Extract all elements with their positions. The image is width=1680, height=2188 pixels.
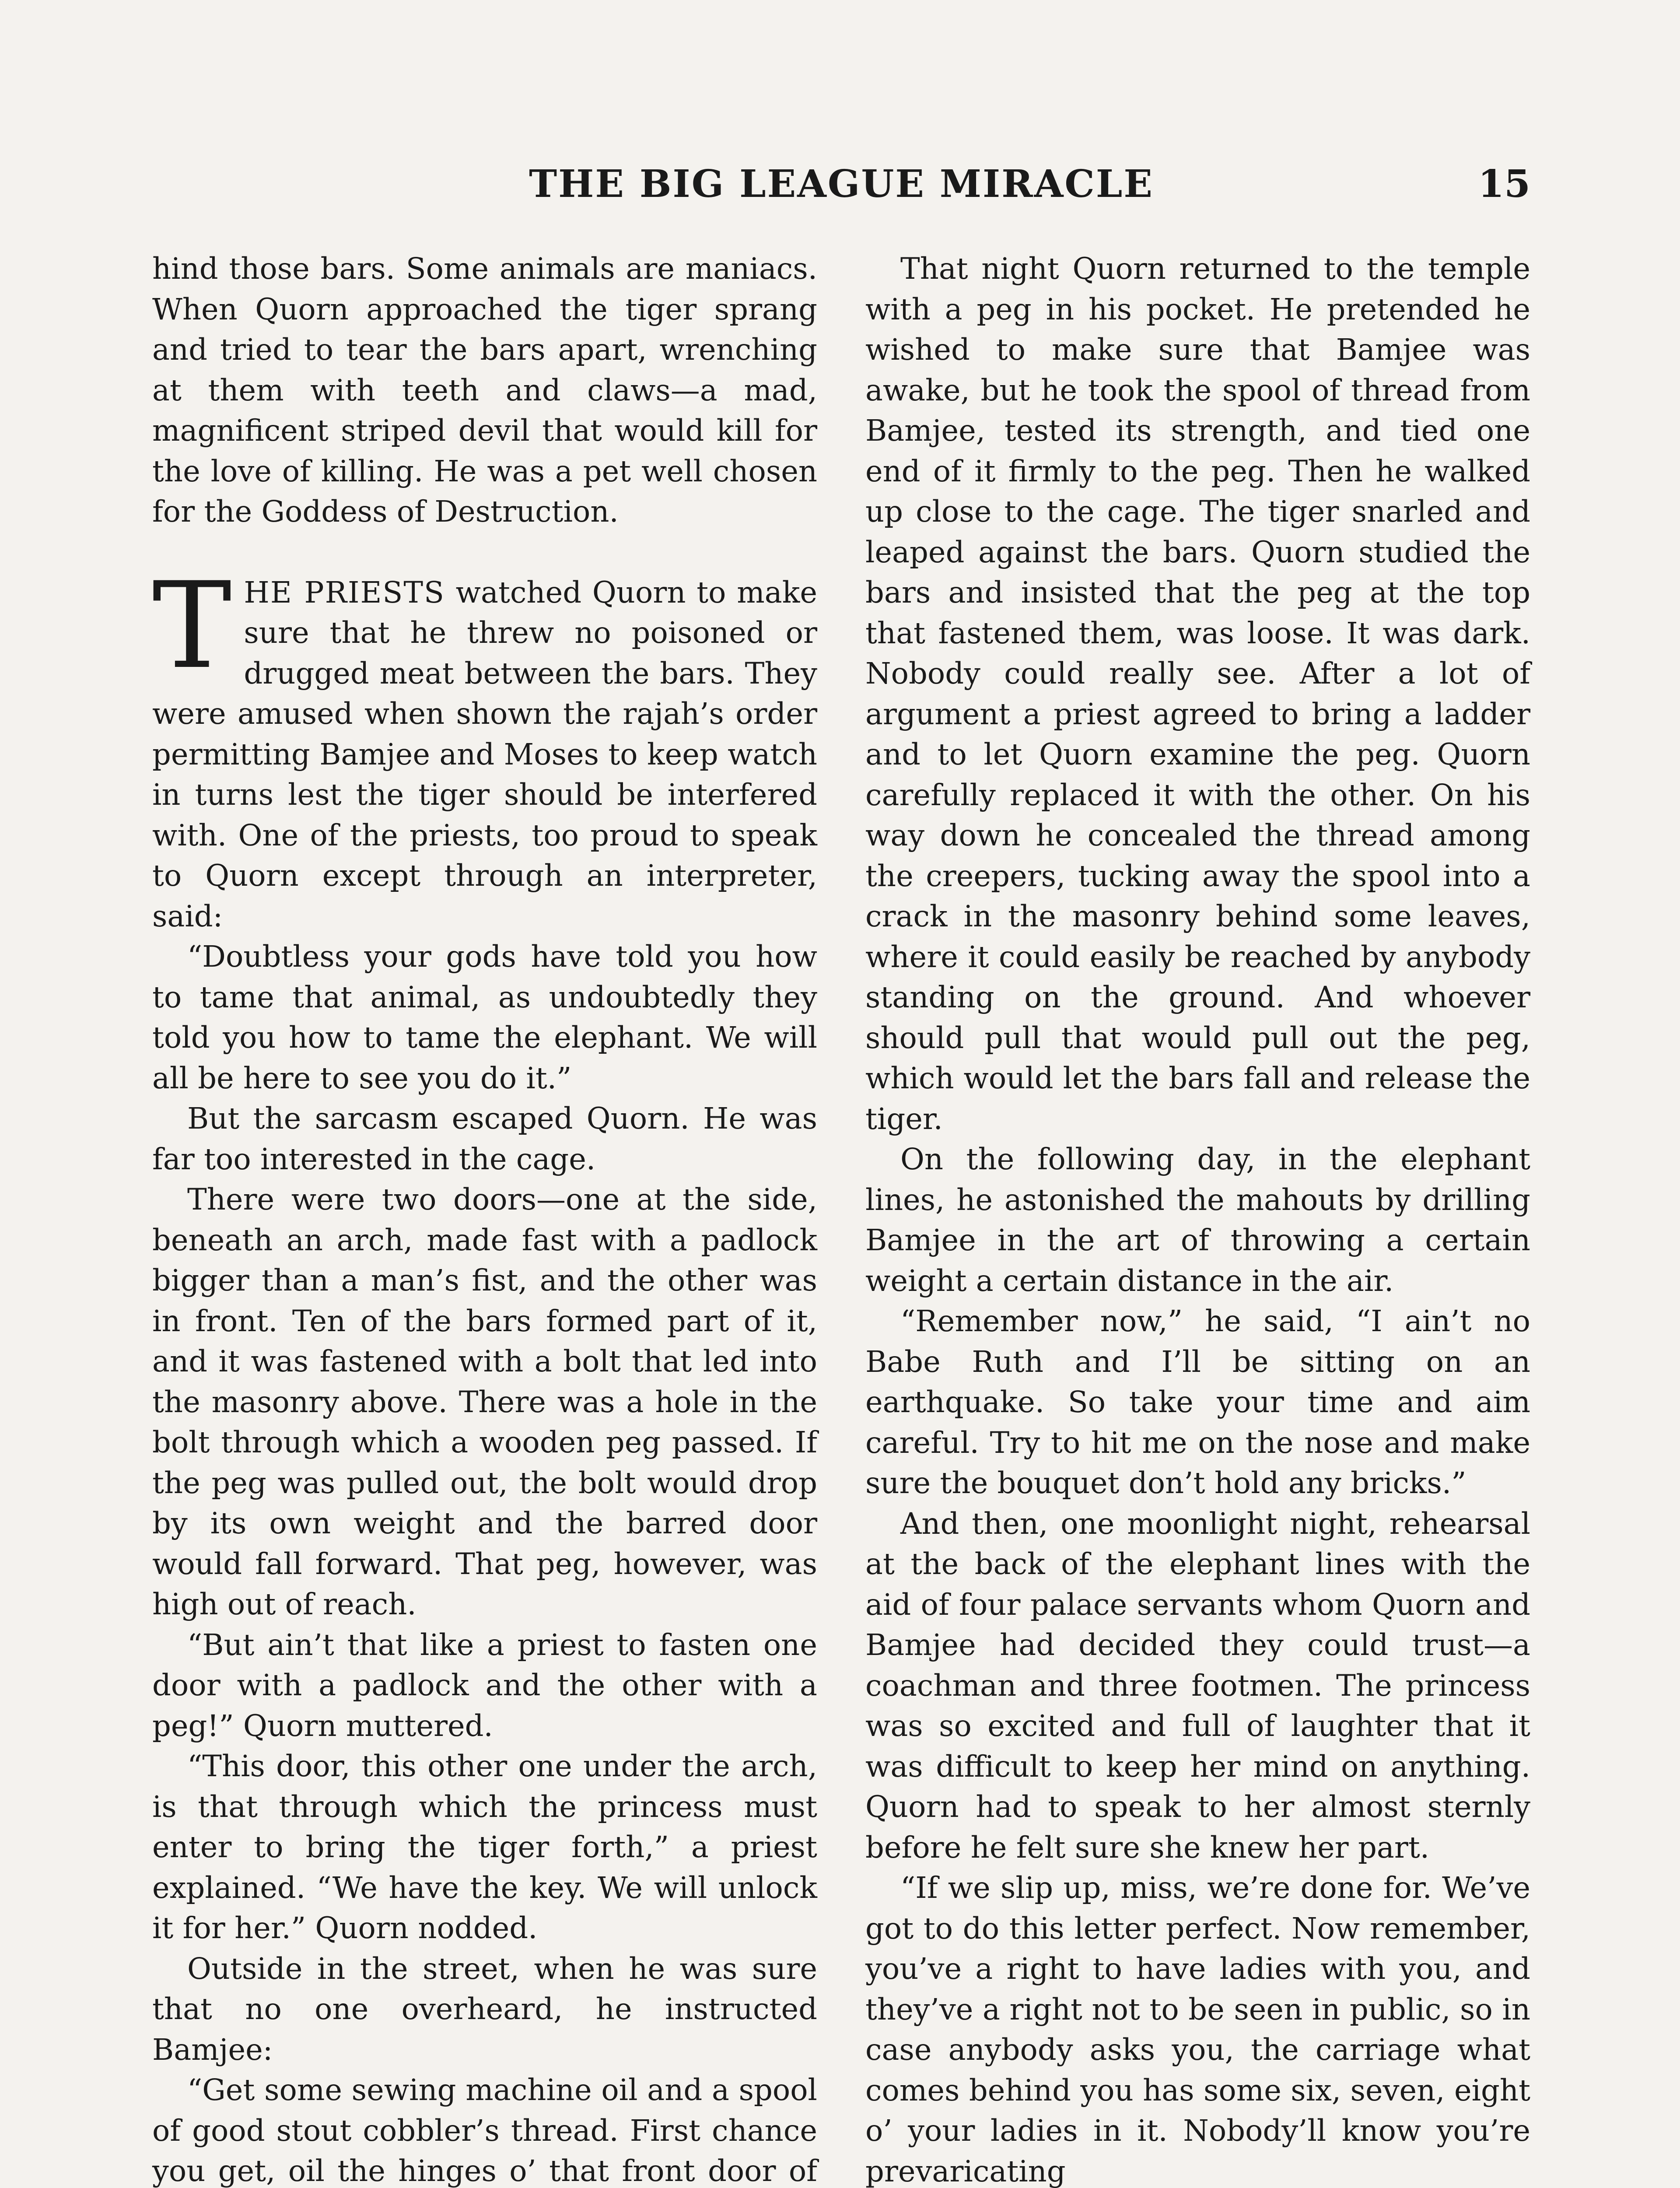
paragraph: On the following day, in the elephant lines, he astonished the mahouts by drilling Bamjee in the art of throwing a certain weight a certain distance in the air. bbox=[865, 1142, 1530, 1298]
paragraph: “This door, this other one under the arch, is that through which the princess must enter to bring the tiger forth,” a priest explained. “We have the key. We will unlock it for her.” Quorn nodded. bbox=[152, 1749, 817, 1945]
paragraph: “But ain’t that like a priest to fasten one door with a padlock and the other with a peg!” Quorn muttered. bbox=[152, 1627, 817, 1743]
paragraph: Outside in the street, when he was sure that no one overheard, he instructed Bamjee: bbox=[152, 1951, 817, 2067]
running-title: THE BIG LEAGUE MIRACLE bbox=[529, 162, 1154, 206]
page-number: 15 bbox=[1478, 162, 1530, 206]
paragraph: “Doubtless your gods have told you how to tame that animal, as undoubtedly they told you how to tame the elephant. We will all be here to see you do it.” bbox=[152, 940, 817, 1095]
paragraph: There were two doors—one at the side, beneath an arch, made fast with a padlock bigger than a man’s fist, and the other was in front. Ten of the bars formed part of it, and it was fastened with a bolt that led into the masonry above. There was a hole in the bolt through which a wooden peg passed. If the peg was pulled out, the bolt would drop by its own weight and the barred door would fall forward. That peg, however, was high out of reach. bbox=[152, 1182, 817, 1621]
paragraph: “If we slip up, miss, we’re done for. We’ve got to do this letter perfect. Now remember, you’ve a right to have ladies with you, and they’ve a right not to be seen in public, so in case anybody asks you, the carriage what comes behind you has some six, seven, eight o’ your ladies in it. Nobody’ll know you’re prevaricating bbox=[865, 1871, 1530, 2188]
paragraph: That night Quorn returned to the temple with a peg in his pocket. He pretended he wished to make sure that Bamjee was awake, but he took the spool of thread from Bamjee, tested its strength, and tied one end of it firmly to the peg. Then he walked up close to the cage. The tiger snarled and leaped against the bars. Quorn studied the bars and insisted that the peg at the top that fastened them, was loose. It was dark. Nobody could really see. After a lot of argument a priest agreed to bring a ladder and to let Quorn examine the peg. Quorn carefully replaced it with the other. On his way down he concealed the thread among the creepers, tucking away the spool into a crack in the masonry behind some leaves, where it could easily be reached by anybody standing on the ground. And whoever should pull that would pull out the peg, which would let the bars fall and release the tiger. bbox=[865, 252, 1530, 1136]
drop-cap: T bbox=[152, 557, 232, 695]
page-header bbox=[152, 162, 1530, 219]
paragraph-text: watched Quorn to make sure that he threw no poisoned or drugged meat between the bars. They were amused when shown the rajah’s order permitting Bamjee and Moses to keep watch in turns lest the tiger should be interfered with. One of the priests, too proud to speak to Quorn except through an interpreter, said: bbox=[152, 575, 817, 933]
paragraph: hind those bars. Some animals are maniacs. When Quorn approached the tiger sprang and tried to tear the bars apart, wrenching at them with teeth and claws—a mad, magnificent striped devil that would kill for the love of killing. He was a pet well chosen for the Goddess of Destruction. bbox=[152, 252, 817, 529]
paragraph: “Get some sewing machine oil and a spool of good stout cobbler’s thread. First chance you get, oil the hinges o’ that front door of bbox=[152, 2073, 817, 2188]
left-column bbox=[152, 249, 817, 2188]
section-start-paragraph bbox=[152, 557, 817, 937]
paragraph: “Remember now,” he said, “I ain’t no Babe Ruth and I’ll be sitting on an earthquake. So take your time and aim careful. Try to hit me on the nose and make sure the bouquet don’t hold any bricks.” bbox=[865, 1304, 1530, 1500]
lead-in-caps: HE PRIESTS bbox=[244, 575, 445, 610]
paragraph: And then, one moonlight night, rehearsal at the back of the elephant lines with the aid of four palace servants whom Quorn and Bamjee had decided they could trust—a coachman and three footmen. The princess was so excited and full of laughter that it was difficult to keep her mind on anything. Quorn had to speak to her almost sternly before he felt sure she knew her part. bbox=[865, 1506, 1530, 1865]
right-column bbox=[865, 249, 1530, 2188]
paragraph: But the sarcasm escaped Quorn. He was far too interested in the cage. bbox=[152, 1101, 817, 1176]
